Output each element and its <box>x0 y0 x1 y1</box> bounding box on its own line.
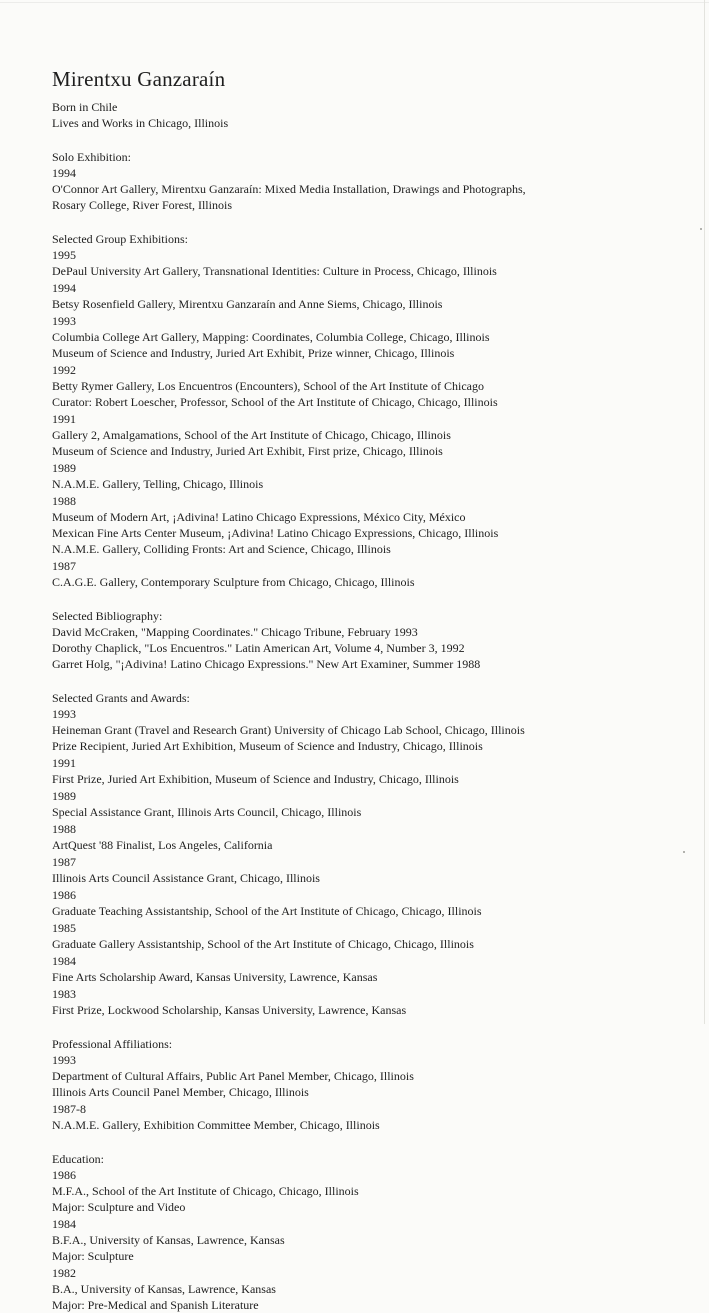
entry-year: 1984 <box>52 1217 76 1231</box>
entry-line: Major: Sculpture and Video <box>52 1200 186 1214</box>
resume-section <box>52 149 652 213</box>
entry-description <box>52 427 652 459</box>
entry-line: C.A.G.E. Gallery, Contemporary Sculpture from Chicago, Chicago, Illinois <box>52 575 415 589</box>
entry-year: 1987 <box>52 855 76 869</box>
entry-description <box>52 476 652 492</box>
entry-line: Museum of Science and Industry, Juried Art Exhibit, First prize, Chicago, Illinois <box>52 444 443 458</box>
entry-row <box>52 1265 652 1313</box>
entry-line: Graduate Teaching Assistantship, School of the Art Institute of Chicago, Chicago, Illinois <box>52 904 482 918</box>
entry-row <box>52 755 652 787</box>
entry-year: 1993 <box>52 1053 76 1067</box>
entry-year: 1993 <box>52 314 76 328</box>
sections-container <box>52 149 652 1313</box>
residence-line: Lives and Works in Chicago, Illinois <box>52 116 229 130</box>
entry-line: M.F.A., School of the Art Institute of Chicago, Chicago, Illinois <box>52 1184 359 1198</box>
entry-row <box>52 558 652 590</box>
entry-line: Illinois Arts Council Assistance Grant, Chicago, Illinois <box>52 871 320 885</box>
intro-block <box>52 99 652 131</box>
entry-description <box>52 509 652 557</box>
entry-line: Dorothy Chaplick, "Los Encuentros." Latin American Art, Volume 4, Number 3, 1992 <box>52 641 465 655</box>
entry-description <box>52 263 652 279</box>
entry-line: Department of Cultural Affairs, Public Art Panel Member, Chicago, Illinois <box>52 1069 414 1083</box>
entry-year: 1982 <box>52 1266 76 1280</box>
entry-year: 1987-8 <box>52 1102 86 1116</box>
entry-line: First Prize, Lockwood Scholarship, Kansas University, Lawrence, Kansas <box>52 1003 407 1017</box>
section-title: Professional Affiliations: <box>52 1037 173 1051</box>
entry-year: 1986 <box>52 888 76 902</box>
entry-year: 1988 <box>52 822 76 836</box>
entry-row <box>52 706 652 754</box>
entry-line: B.A., University of Kansas, Lawrence, Kansas <box>52 1282 276 1296</box>
entry-line: B.F.A., University of Kansas, Lawrence, Kansas <box>52 1233 285 1247</box>
entry-description <box>52 378 652 410</box>
entry-year: 1989 <box>52 461 76 475</box>
section-title: Selected Bibliography: <box>52 609 163 623</box>
entry-description <box>52 296 652 312</box>
entry-line: Heineman Grant (Travel and Research Grant) University of Chicago Lab School, Chicago, Illinois <box>52 723 525 737</box>
entry-year: 1993 <box>52 707 76 721</box>
entry-description <box>52 903 652 919</box>
resume-section <box>52 231 652 590</box>
entry-line: ArtQuest '88 Finalist, Los Angeles, California <box>52 838 273 852</box>
entry-row <box>52 821 652 853</box>
entry-year: 1991 <box>52 756 76 770</box>
entry-line: Curator: Robert Loescher, Professor, School of the Art Institute of Chicago, Chicago, Illinois <box>52 395 498 409</box>
entry-line: Betty Rymer Gallery, Los Encuentros (Encounters), School of the Art Institute of Chicago <box>52 379 484 393</box>
entry-description <box>52 624 652 672</box>
entry-description <box>52 1183 652 1215</box>
resume-section <box>52 690 652 1018</box>
artist-name: Mirentxu Ganzaraín <box>52 67 226 91</box>
entry-line: Special Assistance Grant, Illinois Arts Council, Chicago, Illinois <box>52 805 362 819</box>
entry-line: Fine Arts Scholarship Award, Kansas University, Lawrence, Kansas <box>52 970 378 984</box>
entry-year: 1983 <box>52 987 76 1001</box>
section-title: Solo Exhibition: <box>52 150 132 164</box>
entry-year: 1987 <box>52 559 76 573</box>
entry-row <box>52 986 652 1018</box>
entry-row <box>52 362 652 410</box>
resume-section <box>52 1151 652 1313</box>
entry-row <box>52 493 652 557</box>
entry-year: 1984 <box>52 954 76 968</box>
section-title: Selected Grants and Awards: <box>52 691 190 705</box>
entry-description <box>52 1232 652 1264</box>
page-top-edge <box>0 2 709 3</box>
entry-row <box>52 920 652 952</box>
entry-line: N.A.M.E. Gallery, Telling, Chicago, Illinois <box>52 477 264 491</box>
entry-description <box>52 1002 652 1018</box>
entry-line: Mexican Fine Arts Center Museum, ¡Adivina! Latino Chicago Expressions, Chicago, Illinois <box>52 526 499 540</box>
entry-row <box>52 788 652 820</box>
entry-line: Graduate Gallery Assistantship, School of the Art Institute of Chicago, Chicago, Illinois <box>52 937 474 951</box>
entry-row <box>52 165 652 213</box>
entry-description <box>52 329 652 361</box>
entry-year: 1992 <box>52 363 76 377</box>
entry-year: 1988 <box>52 494 76 508</box>
entry-year: 1994 <box>52 281 76 295</box>
page-right-edge <box>704 0 705 1024</box>
birthplace-line: Born in Chile <box>52 100 118 114</box>
section-title: Education: <box>52 1152 104 1166</box>
entry-line: Major: Sculpture <box>52 1249 134 1263</box>
entry-line: Garret Holg, "¡Adivina! Latino Chicago Expressions." New Art Examiner, Summer 1988 <box>52 657 481 671</box>
entry-row <box>52 1052 652 1100</box>
resume-section <box>52 1036 652 1133</box>
entry-line: DePaul University Art Gallery, Transnational Identities: Culture in Process, Chicago, Illinois <box>52 264 497 278</box>
entry-description <box>52 722 652 754</box>
entry-line: Gallery 2, Amalgamations, School of the Art Institute of Chicago, Chicago, Illinois <box>52 428 451 442</box>
entry-description <box>52 771 652 787</box>
entry-row <box>52 313 652 361</box>
entry-line: Museum of Modern Art, ¡Adivina! Latino Chicago Expressions, México City, México <box>52 510 466 524</box>
entry-year: 1995 <box>52 248 76 262</box>
scan-speck <box>700 228 702 230</box>
resume-section <box>52 608 652 672</box>
entry-description <box>52 837 652 853</box>
entry-row <box>52 280 652 312</box>
entry-description <box>52 181 652 213</box>
section-title: Selected Group Exhibitions: <box>52 232 188 246</box>
entry-row <box>52 460 652 492</box>
entry-row <box>52 1101 652 1133</box>
entry-row <box>52 411 652 459</box>
resume-content <box>52 66 652 1313</box>
entry-row <box>52 1216 652 1264</box>
entry-description <box>52 1117 652 1133</box>
scan-speck <box>683 851 685 853</box>
entry-description <box>52 969 652 985</box>
entry-line: Museum of Science and Industry, Juried Art Exhibit, Prize winner, Chicago, Illinois <box>52 346 455 360</box>
entry-description <box>52 804 652 820</box>
entry-year: 1989 <box>52 789 76 803</box>
entry-year: 1985 <box>52 921 76 935</box>
entry-description <box>52 1281 652 1313</box>
entry-line: First Prize, Juried Art Exhibition, Museum of Science and Industry, Chicago, Illinois <box>52 772 459 786</box>
entry-line: David McCraken, "Mapping Coordinates." Chicago Tribune, February 1993 <box>52 625 418 639</box>
entry-line: Prize Recipient, Juried Art Exhibition, Museum of Science and Industry, Chicago, Illinois <box>52 739 483 753</box>
entry-line: Betsy Rosenfield Gallery, Mirentxu Ganzaraín and Anne Siems, Chicago, Illinois <box>52 297 443 311</box>
entry-line: O'Connor Art Gallery, Mirentxu Ganzaraín: Mixed Media Installation, Drawings and Photographs, <box>52 182 526 196</box>
entry-row <box>52 953 652 985</box>
entry-description <box>52 574 652 590</box>
entry-year: 1991 <box>52 412 76 426</box>
entry-description <box>52 936 652 952</box>
entry-line: Major: Pre-Medical and Spanish Literature <box>52 1298 259 1312</box>
entry-row <box>52 854 652 886</box>
entry-line: Columbia College Art Gallery, Mapping: Coordinates, Columbia College, Chicago, Illinois <box>52 330 490 344</box>
entry-row <box>52 624 652 672</box>
entry-line: N.A.M.E. Gallery, Colliding Fronts: Art and Science, Chicago, Illinois <box>52 542 391 556</box>
entry-line: Illinois Arts Council Panel Member, Chicago, Illinois <box>52 1085 309 1099</box>
entry-description <box>52 1068 652 1100</box>
entry-row <box>52 1167 652 1215</box>
entry-description <box>52 870 652 886</box>
entry-year: 1994 <box>52 166 76 180</box>
entry-row <box>52 887 652 919</box>
entry-row <box>52 247 652 279</box>
entry-line: N.A.M.E. Gallery, Exhibition Committee Member, Chicago, Illinois <box>52 1118 380 1132</box>
entry-year: 1986 <box>52 1168 76 1182</box>
entry-line: Rosary College, River Forest, Illinois <box>52 198 232 212</box>
